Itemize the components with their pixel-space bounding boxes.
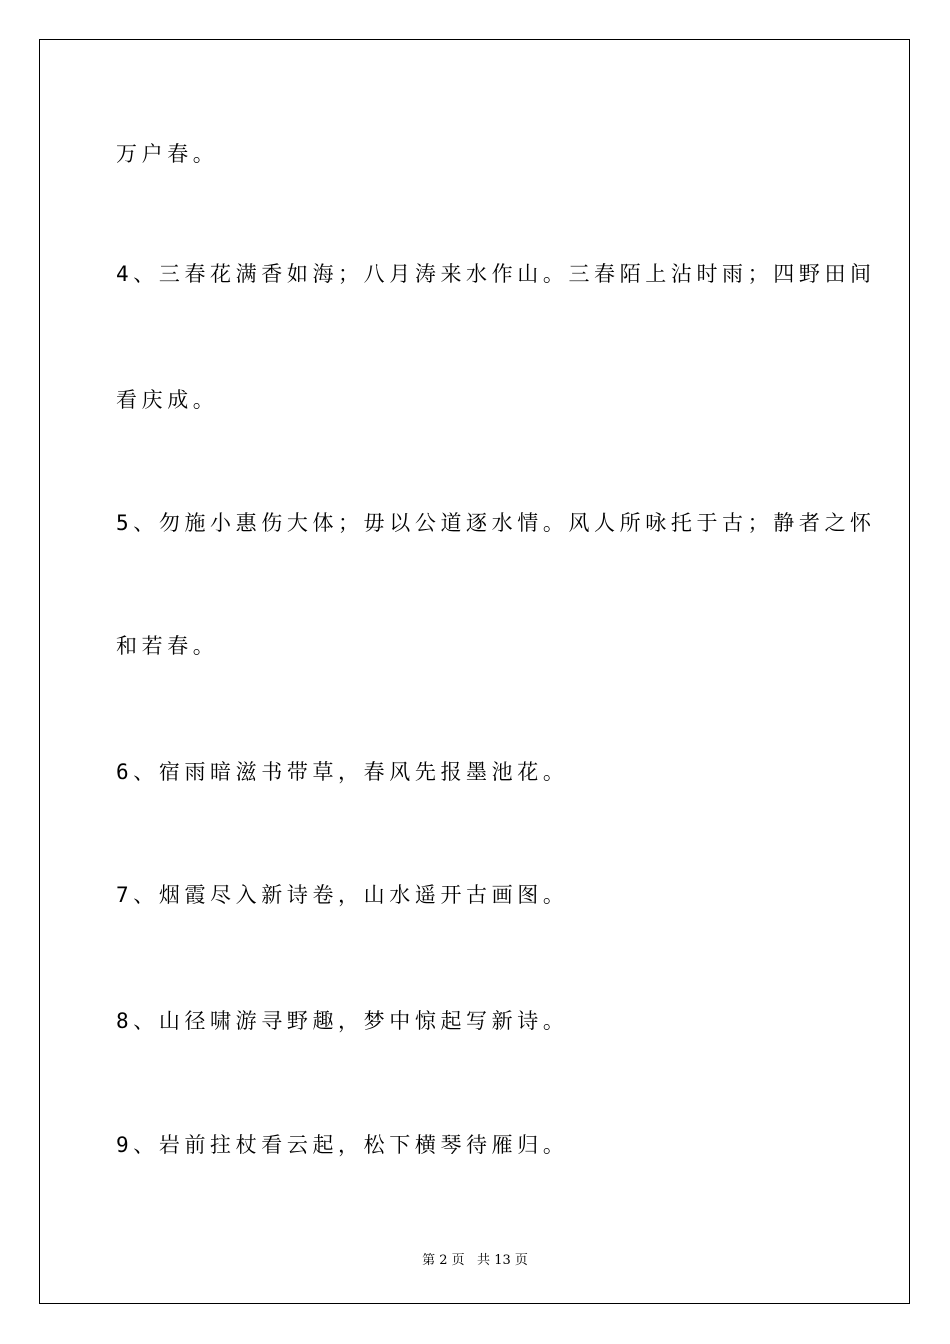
text-line: 和若春。 [116,634,219,658]
text-line: 6、宿雨暗滋书带草，春风先报墨池花。 [116,760,569,784]
text-line: 万户春。 [116,142,219,166]
text-line: 9、岩前拄杖看云起，松下横琴待雁归。 [116,1133,569,1157]
text-line: 8、山径啸游寻野趣，梦中惊起写新诗。 [116,1009,569,1033]
text-line: 看庆成。 [116,388,219,412]
page-border [39,39,910,1304]
text-line: 5、勿施小惠伤大体；毋以公道逐水情。风人所咏托于古；静者之怀 [116,511,876,535]
page-footer: 第 2 页 共 13 页 [422,1253,528,1268]
text-line: 7、烟霞尽入新诗卷，山水遥开古画图。 [116,883,569,907]
text-line: 4、三春花满香如海；八月涛来水作山。三春陌上沾时雨；四野田间 [116,262,876,286]
